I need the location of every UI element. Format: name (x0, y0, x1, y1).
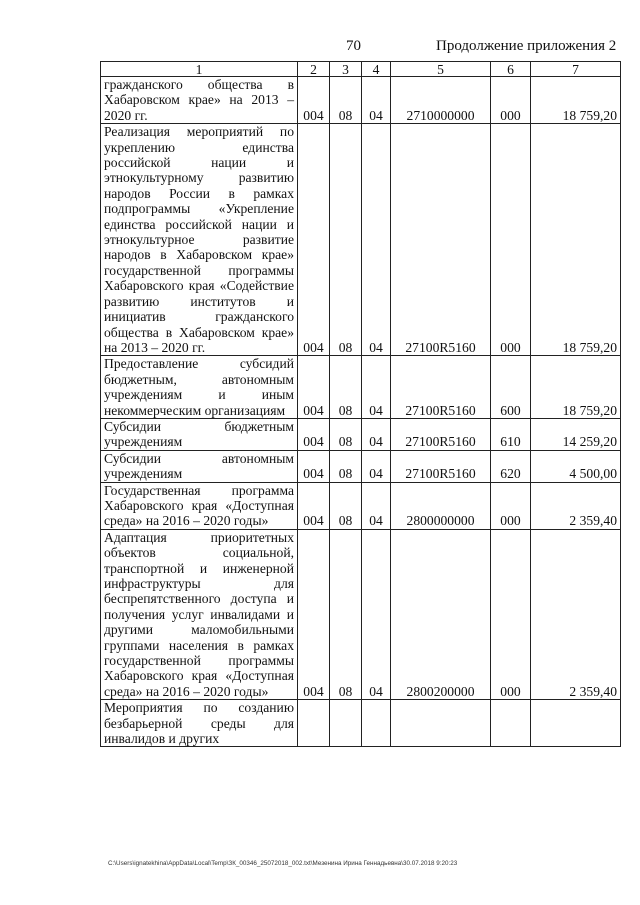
row-description: Субсидии автономным учреждениям (101, 450, 298, 482)
appendix-continuation-label: Продолжение приложения 2 (436, 38, 617, 54)
budget-table (100, 61, 621, 747)
column-header: 3 (330, 62, 362, 77)
target-article-code: 2710000000 (391, 77, 491, 124)
ministry-code: 004 (298, 529, 330, 699)
target-article-code: 27100R5160 (391, 124, 491, 356)
section-code: 08 (330, 482, 362, 529)
row-description: Реализация мероприятий по укреплению единства российской нации и этнокультурному развитию народов России в рамках подпрограммы «Укрепление единства российской нации и этнокультурное развитие народов в Хабаровском крае» государственной программы Хабаровского края «Содействие развитию институтов и инициатив гражданского общества в Хабаровском крае» на 2013 – 2020 гг. (101, 124, 298, 356)
ministry-code: 004 (298, 450, 330, 482)
column-header: 4 (362, 62, 391, 77)
subsection-code: 04 (362, 77, 391, 124)
section-code: 08 (330, 77, 362, 124)
ministry-code: 004 (298, 124, 330, 356)
subsection-code: 04 (362, 124, 391, 356)
table-row (101, 450, 621, 482)
row-description: Адаптация приоритетных объектов социальной, транспортной и инженерной инфраструктуры для беспрепятственного доступа и получения услуг инвалидами и другими маломобильными группами населения в рамках государственной программы Хабаровского края «Доступная среда» на 2016 – 2020 годы» (101, 529, 298, 699)
section-code: 08 (330, 418, 362, 450)
page-number: 70 (346, 38, 361, 54)
section-code (330, 700, 362, 747)
subsection-code: 04 (362, 418, 391, 450)
expense-type-code: 600 (491, 356, 531, 419)
header-row (101, 62, 621, 77)
row-description: Предоставление субсидий бюджетным, автономным учреждениям и иным некоммерческим организациям (101, 356, 298, 419)
target-article-code (391, 700, 491, 747)
column-header: 1 (101, 62, 298, 77)
column-header: 6 (491, 62, 531, 77)
target-article-code: 27100R5160 (391, 356, 491, 419)
subsection-code: 04 (362, 450, 391, 482)
table-row (101, 418, 621, 450)
column-header: 7 (531, 62, 621, 77)
section-code: 08 (330, 356, 362, 419)
ministry-code: 004 (298, 418, 330, 450)
expense-type-code: 000 (491, 529, 531, 699)
subsection-code: 04 (362, 356, 391, 419)
expense-type-code: 610 (491, 418, 531, 450)
ministry-code: 004 (298, 77, 330, 124)
section-code: 08 (330, 529, 362, 699)
expense-type-code: 620 (491, 450, 531, 482)
expense-type-code: 000 (491, 482, 531, 529)
row-description: Субсидии бюджетным учреждениям (101, 418, 298, 450)
column-header: 2 (298, 62, 330, 77)
amount: 18 759,20 (531, 77, 621, 124)
file-path-footer: C:\Users\ignatekhina\AppData\Local\Temp\ЗК_00346_25072018_002.txt\Мезенина Ирина Геннадьевна\30.07.2018 9:20:23 (108, 860, 458, 867)
amount: 18 759,20 (531, 124, 621, 356)
target-article-code: 2800000000 (391, 482, 491, 529)
section-code: 08 (330, 450, 362, 482)
table-row (101, 700, 621, 747)
section-code: 08 (330, 124, 362, 356)
amount: 18 759,20 (531, 356, 621, 419)
ministry-code: 004 (298, 356, 330, 419)
amount (531, 700, 621, 747)
subsection-code: 04 (362, 482, 391, 529)
table-row (101, 482, 621, 529)
target-article-code: 27100R5160 (391, 450, 491, 482)
amount: 2 359,40 (531, 529, 621, 699)
ministry-code (298, 700, 330, 747)
table-row (101, 529, 621, 699)
table-row (101, 356, 621, 419)
amount: 4 500,00 (531, 450, 621, 482)
amount: 2 359,40 (531, 482, 621, 529)
table-row (101, 77, 621, 124)
expense-type-code (491, 700, 531, 747)
row-description: Мероприятия по созданию безбарьерной среды для инвалидов и других (101, 700, 298, 747)
amount: 14 259,20 (531, 418, 621, 450)
target-article-code: 2800200000 (391, 529, 491, 699)
expense-type-code: 000 (491, 124, 531, 356)
subsection-code: 04 (362, 529, 391, 699)
subsection-code (362, 700, 391, 747)
expense-type-code: 000 (491, 77, 531, 124)
row-description: Государственная программа Хабаровского края «Доступная среда» на 2016 – 2020 годы» (101, 482, 298, 529)
ministry-code: 004 (298, 482, 330, 529)
column-header: 5 (391, 62, 491, 77)
row-description: гражданского общества в Хабаровском крае» на 2013 – 2020 гг. (101, 77, 298, 124)
table-row (101, 124, 621, 356)
target-article-code: 27100R5160 (391, 418, 491, 450)
